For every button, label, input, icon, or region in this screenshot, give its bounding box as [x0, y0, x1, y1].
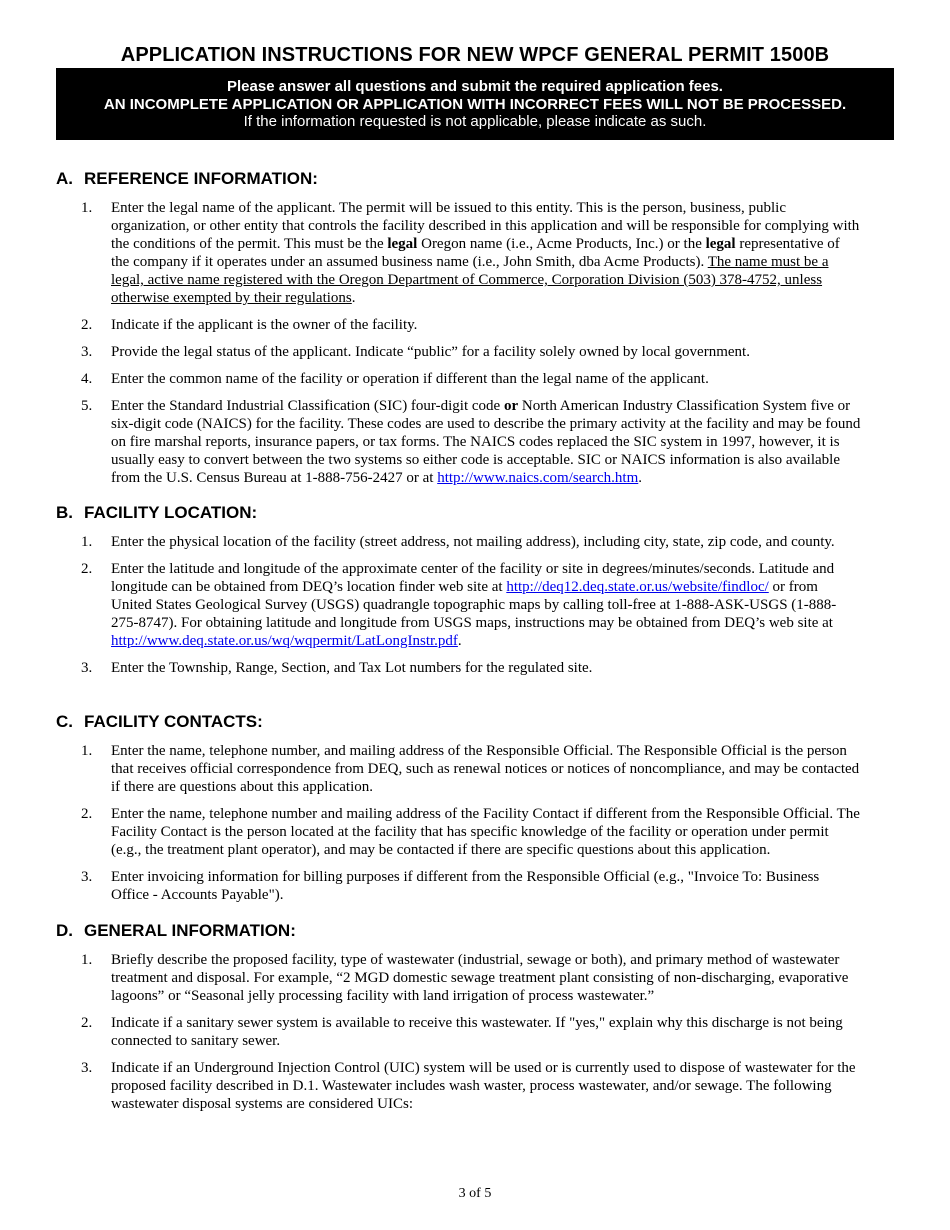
text-run: Enter the latitude and longitude of the approximate center of the facility or site in degrees/minutes/seconds. Latitude and longitude can be obtained from DEQ’s location finder web site at	[111, 561, 835, 595]
item-number: 3.	[81, 660, 93, 676]
section-heading	[56, 502, 876, 524]
text-run: .	[457, 633, 462, 649]
section-letter: C.	[56, 712, 73, 731]
section-letter: A.	[56, 169, 73, 188]
item-number: 4.	[81, 371, 93, 387]
section-title: FACILITY CONTACTS:	[84, 712, 263, 731]
latlong-instructions-link[interactable]: http://www.deq.state.or.us/wq/wqpermit/LatLongInstr.pdf	[111, 633, 458, 649]
page-title: APPLICATION INSTRUCTIONS FOR NEW WPCF GENERAL PERMIT 1500B	[120, 44, 830, 66]
item-number: 2.	[81, 561, 93, 577]
location-finder-link[interactable]: http://deq12.deq.state.or.us/website/findloc/	[506, 579, 769, 595]
text-bold: legal	[387, 236, 418, 252]
banner-line-1: Please answer all questions and submit the required application fees.	[227, 78, 723, 95]
text-underlined: The name must be a legal, active name registered with the Oregon Department of Commerce, Corporation Division (503) 378-4752, unless otherwise exempted by their regulations	[111, 254, 829, 306]
list-item	[56, 1059, 876, 1113]
text-run: North American Industry Classification System five or six-digit code (NAICS) for the facility. These codes are used to describe the primary activity at the facility and may be found on fire marshal reports, insurance papers, or tax forms. The NAICS codes replaced the SIC system in 1997, however, it is usually easy to convert between the two systems so either code is acceptable. SIC or NAICS information is also available from the U.S. Census Bureau at 1-888-756-2427 or at	[111, 398, 861, 486]
banner-line-3: If the information requested is not applicable, please indicate as such.	[243, 113, 707, 130]
item-number: 3.	[81, 1060, 93, 1076]
text-run: or from United States Geological Survey (USGS) quadrangle topographic maps by calling toll-free at 1-888-ASK-USGS (1-888-275-8747). For obtaining latitude and longitude from USGS maps, instructions may be obtained from DEQ’s web site at	[111, 579, 837, 631]
item-text: Enter the Township, Range, Section, and Tax Lot numbers for the regulated site.	[111, 660, 593, 676]
item-text	[111, 199, 861, 307]
notice-banner	[56, 68, 894, 140]
page-number: 3 of 5	[458, 1186, 492, 1201]
section-general-information	[56, 920, 876, 1122]
list-item	[56, 533, 876, 551]
item-number: 2.	[81, 806, 93, 822]
text-run: .	[638, 470, 643, 486]
section-letter: D.	[56, 921, 73, 940]
item-text: Indicate if a sanitary sewer system is available to receive this wastewater. If "yes," explain why this discharge is not being connected to sanitary sewer.	[111, 1015, 843, 1049]
item-text: Enter the name, telephone number and mailing address of the Facility Contact if different from the Responsible Official. The Facility Contact is the person located at the facility that has specific knowledge of the facility or operation under permit (e.g., the treatment plant operator), and may be contacted if there are specific questions about this application.	[111, 806, 860, 858]
item-text: Provide the legal status of the applicant. Indicate “public” for a facility solely owned by local government.	[111, 344, 750, 360]
text-bold: legal	[705, 236, 736, 252]
section-letter: B.	[56, 503, 73, 522]
list-item	[56, 868, 876, 904]
section-facility-contacts	[56, 711, 876, 913]
section-reference-information	[56, 168, 876, 496]
item-text: Indicate if an Underground Injection Control (UIC) system will be used or is currently used to dispose of wastewater for the proposed facility described in D.1. Wastewater includes wash waster, process wastewater, and/or sewage. The following wastewater disposal systems are considered UICs:	[111, 1060, 856, 1112]
banner-line-2: AN INCOMPLETE APPLICATION OR APPLICATION WITH INCORRECT FEES WILL NOT BE PROCESSED.	[103, 95, 847, 113]
list-item	[56, 951, 876, 1005]
section-heading	[56, 711, 876, 733]
item-number: 2.	[81, 317, 93, 333]
item-text	[111, 560, 861, 650]
text-bold: or	[503, 398, 519, 414]
item-number: 1.	[81, 200, 93, 216]
section-heading	[56, 168, 876, 190]
item-number: 2.	[81, 1015, 93, 1031]
list-item	[56, 742, 876, 796]
item-number: 3.	[81, 344, 93, 360]
text-run: .	[351, 290, 356, 306]
naics-link[interactable]: http://www.naics.com/search.htm	[437, 470, 639, 486]
item-text: Enter the name, telephone number, and mailing address of the Responsible Official. The Responsible Official is the person that receives official correspondence from DEQ, such as renewal notices or notices of noncompliance, and may be contacted if there are questions about this application.	[111, 743, 860, 795]
item-number: 1.	[81, 952, 93, 968]
item-number: 3.	[81, 869, 93, 885]
list-item	[56, 343, 876, 361]
item-text	[111, 397, 861, 487]
list-item	[56, 560, 876, 650]
text-run: Oregon name (i.e., Acme Products, Inc.) or the	[417, 236, 706, 252]
list-item	[56, 805, 876, 859]
text-run: representative of the company if it operates under an assumed business name (i.e., John Smith, dba Acme Products).	[111, 236, 840, 270]
section-title: REFERENCE INFORMATION:	[84, 169, 318, 188]
section-title: GENERAL INFORMATION:	[84, 921, 296, 940]
list-item	[56, 370, 876, 388]
list-item	[56, 316, 876, 334]
item-number: 1.	[81, 534, 93, 550]
list-item	[56, 199, 876, 307]
section-facility-location	[56, 502, 876, 686]
list-item	[56, 659, 876, 677]
list-item	[56, 397, 876, 487]
item-number: 1.	[81, 743, 93, 759]
item-number: 5.	[81, 398, 93, 414]
item-text: Briefly describe the proposed facility, type of wastewater (industrial, sewage or both), and primary method of wastewater treatment and disposal. For example, “2 MGD domestic sewage treatment plant consisting of non-discharging, evaporative lagoons” or “Seasonal jelly processing facility with land irrigation of process wastewater.”	[111, 952, 849, 1004]
item-text: Enter invoicing information for billing purposes if different from the Responsible Official (e.g., "Invoice To: Business Office - Accounts Payable").	[111, 869, 820, 903]
text-run: Enter the Standard Industrial Classification (SIC) four-digit code	[111, 398, 504, 414]
section-title: FACILITY LOCATION:	[84, 503, 258, 522]
text-run: Enter the legal name of the applicant. The permit will be issued to this entity. This is the person, business, public organization, or other entity that controls the facility described in this application and will be responsible for complying with the conditions of the permit. This must be the	[111, 200, 860, 252]
list-item	[56, 1014, 876, 1050]
item-text: Enter the physical location of the facility (street address, not mailing address), including city, state, zip code, and county.	[111, 534, 835, 550]
section-heading	[56, 920, 876, 942]
item-text: Enter the common name of the facility or operation if different than the legal name of the applicant.	[111, 371, 709, 387]
item-text: Indicate if the applicant is the owner of the facility.	[111, 317, 418, 333]
